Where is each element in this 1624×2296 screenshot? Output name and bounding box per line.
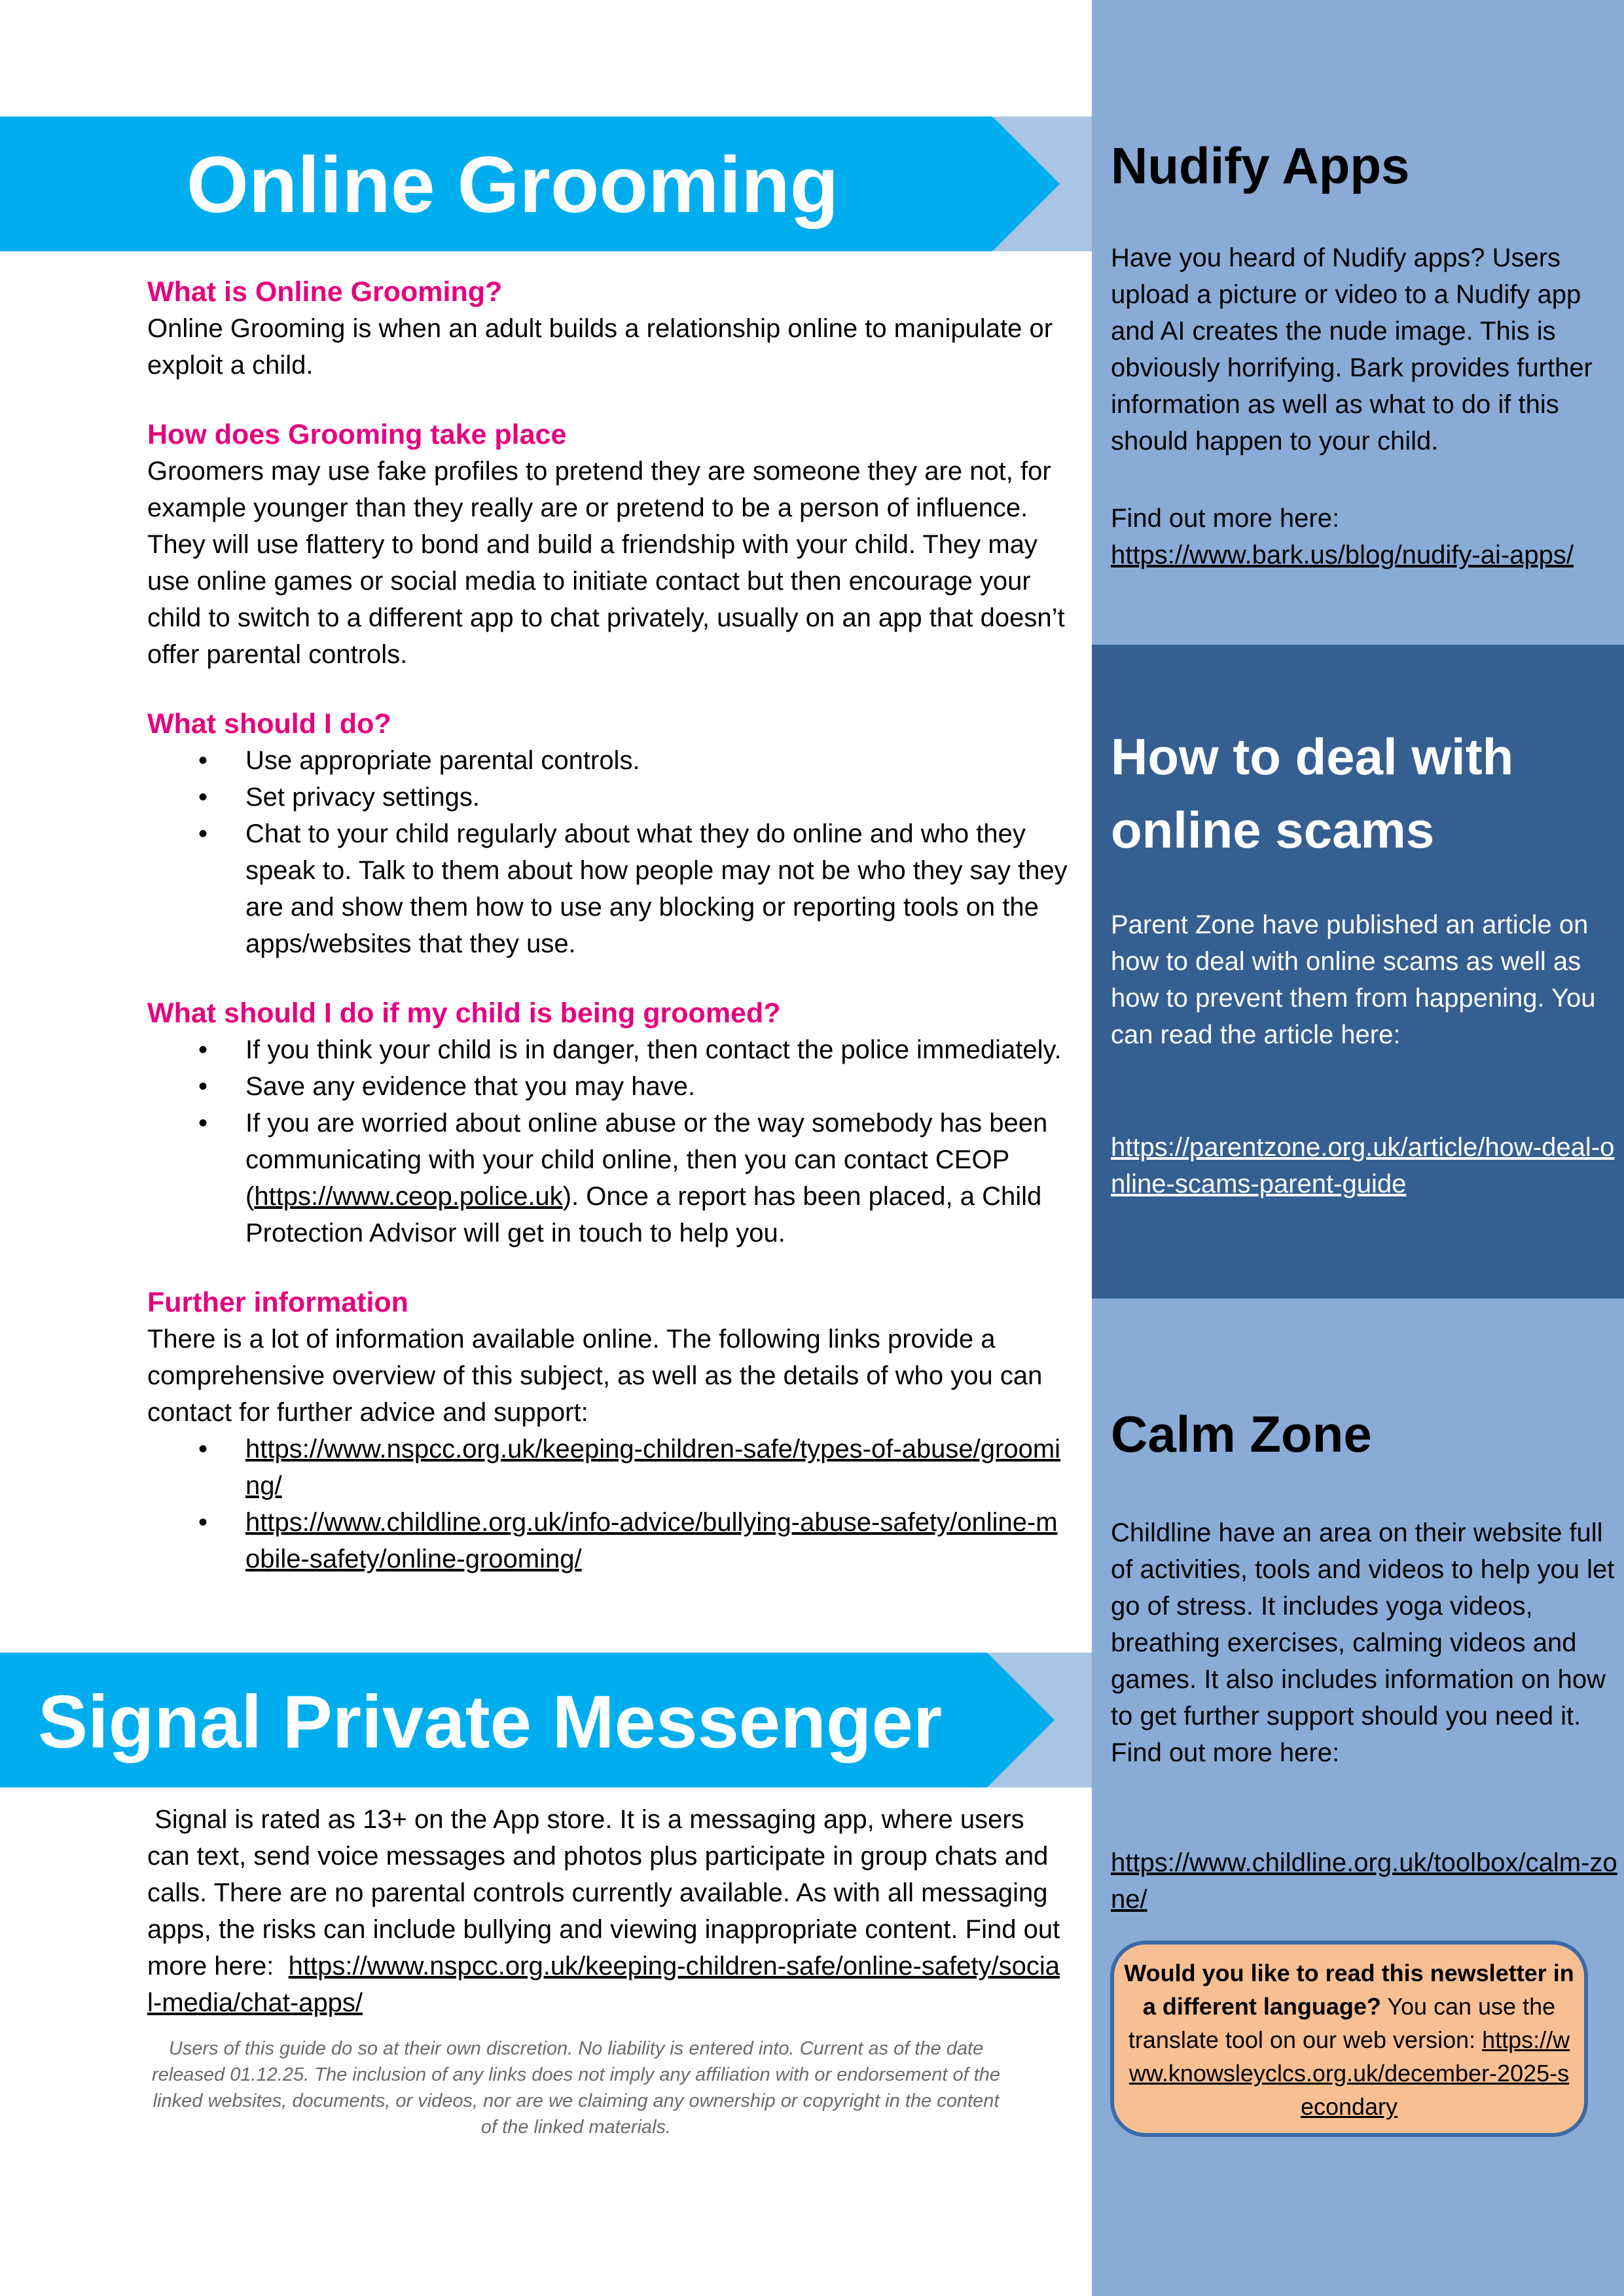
nudify-panel bbox=[1092, 0, 1624, 645]
scams-panel bbox=[1092, 645, 1624, 1299]
disclaimer: Users of this guide do so at their own discretion. No liability is entered into. Current as of the date released 01.12.25. The inclusion of any links does not imply any affiliation with or endorsement of the linked websites, documents, or videos, nor are we claiming any ownership or copyright in the content of the linked materials. bbox=[151, 2038, 1001, 2138]
groomed-list bbox=[147, 1031, 1070, 1251]
signal-banner bbox=[0, 1653, 1092, 1787]
section-heading: Further information bbox=[147, 1287, 408, 1318]
section-heading: How does Grooming take place bbox=[147, 419, 567, 450]
nudify-title: Nudify Apps bbox=[1111, 137, 1410, 194]
banner-arrow bbox=[992, 117, 1060, 251]
list-item bbox=[147, 1105, 1070, 1251]
section-heading: What should I do? bbox=[147, 708, 391, 740]
signal-link[interactable]: https://www.nspcc.org.uk/keeping-children-safe/online-safety/social-media/chat-apps/ bbox=[147, 1952, 1060, 2017]
section-heading: What should I do if my child is being groomed? bbox=[147, 997, 781, 1029]
grooming-banner bbox=[0, 117, 1092, 251]
list-item: • If you think your child is in danger, then contact the police immediately. bbox=[147, 1031, 1070, 1068]
list-item: • Save any evidence that you may have. bbox=[147, 1068, 1070, 1105]
calm-panel bbox=[1092, 1299, 1624, 2296]
nudify-more: Find out more here: bbox=[1111, 504, 1340, 533]
calm-text: Childline have an area on their website full of activities, tools and videos to help you let go of stress. It includes yoga videos, breathing exercises, calming videos and games. It also includes information on how to get further support should you need it. Find out more here: bbox=[1111, 1518, 1615, 1767]
nudify-link[interactable]: https://www.bark.us/blog/nudify-ai-apps/ bbox=[1111, 541, 1574, 569]
translate-callout bbox=[1110, 1941, 1588, 2137]
advice-list bbox=[147, 742, 1070, 962]
callout-bold: Would you like to read this newsletter in a different language? bbox=[1124, 1960, 1574, 2020]
list-item: • Set privacy settings. bbox=[147, 779, 1070, 816]
signal-text: Signal is rated as 13+ on the App store. It is a messaging app, where users can text, send voice messages and photos plus participate in group chats and calls. There are no parental controls currently available. As with all messaging apps, the risks can include bullying and viewing inappropriate content. Find out more here: bbox=[147, 1805, 1068, 1981]
ceop-link[interactable]: https://www.ceop.police.uk bbox=[254, 1182, 563, 1211]
calm-link[interactable]: https://www.childline.org.uk/toolbox/calm-zone/ bbox=[1111, 1848, 1617, 1914]
signal-text-block bbox=[147, 1801, 1068, 2021]
signal-title: Signal Private Messenger bbox=[38, 1681, 943, 1764]
calm-title: Calm Zone bbox=[1111, 1405, 1372, 1463]
list-item: • Chat to your child regularly about what they do online and who they speak to. Talk to them about how people may not be who they say they are and show them how to use any blocking or reporting tools on the apps/websites that they use. bbox=[147, 816, 1070, 962]
section-text: Online Grooming is when an adult builds a relationship online to manipulate or exploit a child. bbox=[147, 314, 1053, 380]
section-text: There is a lot of information available online. The following links provide a comprehensive overview of this subject, as well as the details of who you can contact for further advice and support: bbox=[147, 1325, 1043, 1427]
scams-title: How to deal with online scams bbox=[1111, 728, 1514, 859]
scams-link[interactable]: https://parentzone.org.uk/article/how-deal-online-scams-parent-guide bbox=[1111, 1133, 1615, 1198]
ceop-text-pre: If you are worried about online abuse or the way somebody has been communicating with your child online, then you can contact CEOP ( bbox=[245, 1109, 1048, 1211]
ceop-text-post: ). Once a report has been placed, a Child Protection Advisor will get in touch to help you. bbox=[245, 1182, 1042, 1247]
list-item: • Use appropriate parental controls. bbox=[147, 742, 1070, 779]
scams-text: Parent Zone have published an article on how to deal with online scams as well as how to prevent them from happening. You can read the article here: bbox=[1111, 910, 1596, 1049]
nudify-text: Have you heard of Nudify apps? Users upload a picture or video to a Nudify app and AI creates the nude image. This is obviously horrifying. Bark provides further information as well as what to do if this should happen to your child. bbox=[1111, 243, 1593, 456]
section-text: Groomers may use fake profiles to pretend they are someone they are not, for example younger than they really are or pretend to be a person of influence. They will use flattery to bond and build a friendship with your child. They may use online games or social media to initiate contact but then encourage your child to switch to a different app to chat privately, usually on an app that doesn’t offer parental controls. bbox=[147, 457, 1065, 669]
childline-grooming-link[interactable]: • https://www.childline.org.uk/info-advice/bullying-abuse-safety/online-mobile-safety/online-grooming/ bbox=[147, 1504, 1070, 1577]
nspcc-grooming-link[interactable]: • https://www.nspcc.org.uk/keeping-children-safe/types-of-abuse/grooming/ bbox=[147, 1431, 1070, 1504]
links-list bbox=[147, 1431, 1070, 1577]
banner-arrow bbox=[987, 1653, 1055, 1787]
grooming-title: Online Grooming bbox=[187, 140, 839, 229]
section-heading: What is Online Grooming? bbox=[147, 276, 503, 308]
grooming-content bbox=[147, 274, 1070, 1577]
callout-text: You can use the translate tool on our web version: bbox=[1128, 1993, 1556, 2053]
callout-link[interactable]: https://www.knowsleyclcs.org.uk/december-2025-secondary bbox=[1128, 2026, 1570, 2120]
